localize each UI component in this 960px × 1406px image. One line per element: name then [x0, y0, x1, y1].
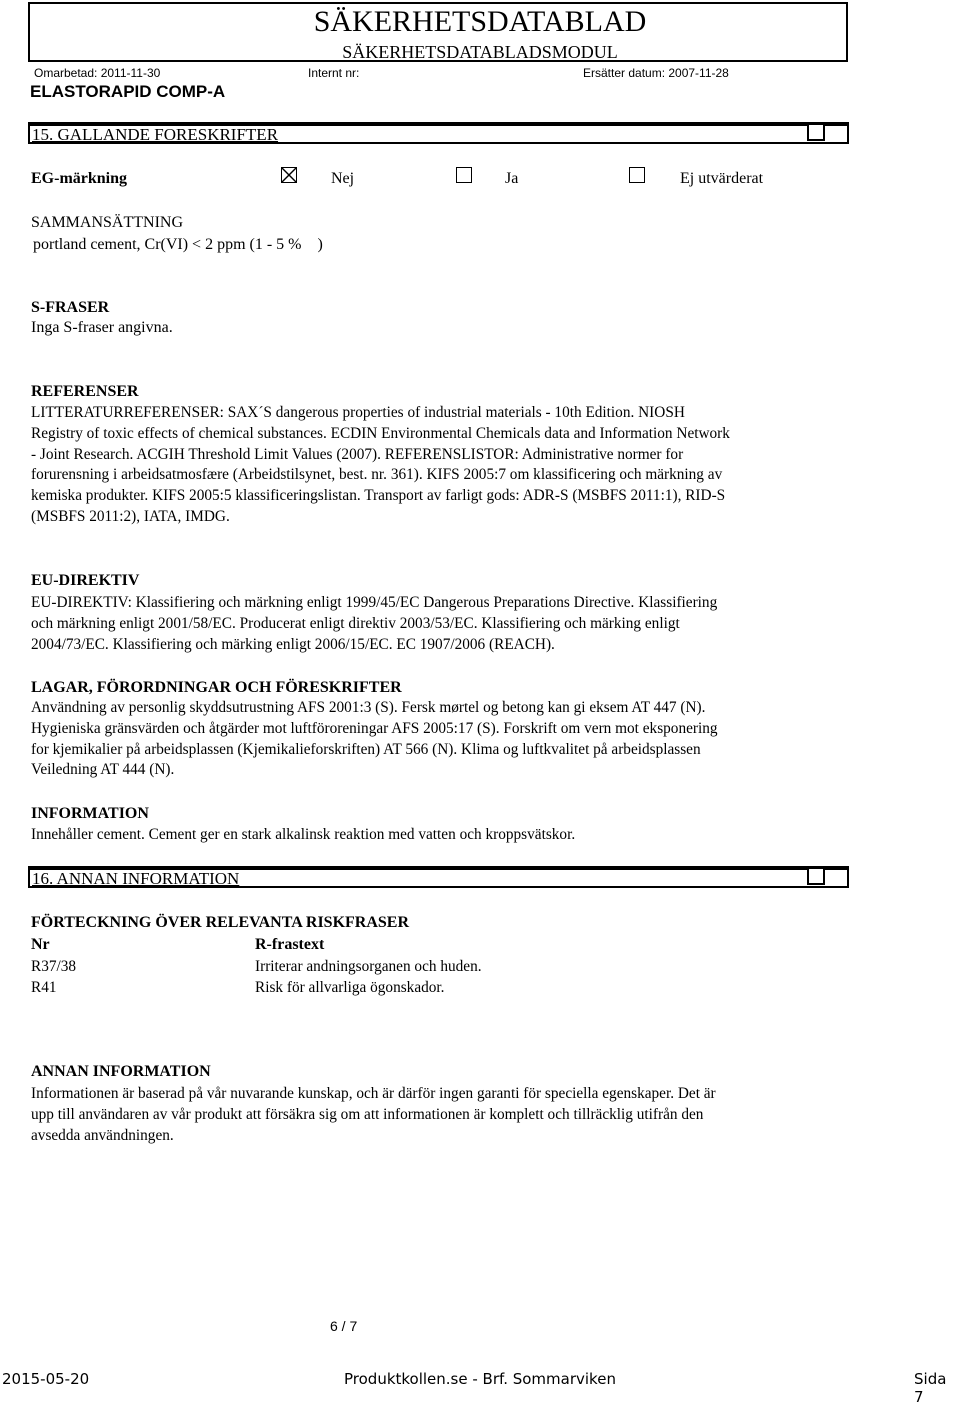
risk-row-text: Irriterar andningsorganen och huden. [255, 958, 482, 975]
eu-directive-text [31, 593, 851, 655]
section-16-bar [28, 866, 849, 888]
option-nej-label: Nej [331, 170, 355, 187]
other-line: avsedda användningen. [31, 1126, 174, 1144]
other-information-text [31, 1084, 851, 1146]
eu-directive-heading: EU-DIREKTIV [31, 572, 140, 589]
references-line: Registry of toxic effects of chemical substances. ECDIN Environmental Chemicals data and Information Network [31, 424, 730, 442]
information-heading: INFORMATION [31, 805, 149, 822]
references-line: kemiska produkter. KIFS 2005:5 klassificeringslistan. Transport av farligt gods: ADR-S (MSBFS 2011:1), RID-S [31, 487, 726, 505]
references-heading: REFERENSER [31, 383, 139, 400]
option-ja-label: Ja [505, 170, 519, 187]
eg-marking-label: EG-märkning [31, 170, 128, 187]
risk-row-nr: R37/38 [31, 958, 77, 975]
risk-phrases-heading: FÖRTECKNING ÖVER RELEVANTA RISKFRASER [31, 914, 410, 931]
checkbox-ej-utvarderat[interactable] [629, 167, 645, 183]
eu-line: och märkning enligt 2001/58/EC. Producerat enligt direktiv 2003/53/EC. Klassifiering och märking enligt [31, 614, 680, 632]
section-16-title: 16. ANNAN INFORMATION [32, 869, 240, 888]
references-line: (MSBFS 2011:2), IATA, IMDG. [31, 507, 230, 525]
footer-source: Produktkollen.se - Brf. Sommarviken [344, 1370, 616, 1388]
section-checkbox-icon [807, 123, 825, 141]
references-line: forurensning i arbeidsatmosfære (Arbeidstilsynet, best. nr. 361). KIFS 2005:7 om klassificering och märkning av [31, 466, 723, 484]
section-checkbox-icon [807, 867, 825, 885]
s-phrases-heading: S-FRASER [31, 299, 110, 316]
risk-row-text: Risk för allvarliga ögonskador. [255, 979, 445, 996]
product-name: ELASTORAPID COMP-A [30, 82, 226, 101]
other-information-heading: ANNAN INFORMATION [31, 1063, 211, 1080]
eu-line: 2004/73/EC. Klassifiering och märking enligt 2006/15/EC. EC 1907/2006 (REACH). [31, 635, 555, 653]
laws-text [31, 698, 851, 781]
checkbox-ja[interactable] [456, 167, 472, 183]
references-text [31, 403, 851, 528]
risk-row-nr: R41 [31, 979, 57, 996]
section-15-bar [28, 122, 849, 144]
references-line: - Joint Research. ACGIH Threshold Limit Values (2007). REFERENSLISTOR: Administrative normer for [31, 445, 684, 463]
laws-heading: LAGAR, FÖRORDNINGAR OCH FÖRESKRIFTER [31, 679, 402, 696]
laws-line: Hygieniska gränsvärden och åtgärder mot luftföroreningar AFS 2005:17 (S). Forskrift om vern mot eksponering [31, 719, 718, 737]
document-title: SÄKERHETSDATABLAD [313, 5, 647, 38]
column-r-text-header: R-frastext [255, 936, 325, 953]
column-nr-header: Nr [31, 936, 50, 953]
checkmark-x-icon [282, 168, 296, 182]
other-line: upp till användaren av vår produkt att försäkra sig om att informationen är komplett och tillräcklig utifrån den [31, 1105, 704, 1123]
eu-line: EU-DIREKTIV: Klassifiering och märkning enligt 1999/45/EC Dangerous Preparations Directive. Klassifiering [31, 594, 718, 611]
checkbox-nej[interactable] [281, 167, 297, 183]
composition-text: portland cement, Cr(VI) < 2 ppm (1 - 5 % ) [33, 236, 323, 253]
laws-line: for kjemikalier på arbeidsplassen (Kjemikalieforskriften) AT 566 (N). Klima og luftkvalitet på arbeidsplassen [31, 740, 701, 758]
references-line: LITTERATURREFERENSER: SAX´S dangerous properties of industrial materials - 10th Edition. NIOSH [31, 404, 685, 421]
footer-page: Sida 7 [914, 1370, 947, 1406]
s-phrases-text: Inga S-fraser angivna. [31, 319, 173, 336]
option-ej-utvarderat-label: Ej utvärderat [680, 170, 764, 187]
laws-line: Användning av personlig skyddsutrustning AFS 2001:3 (S). Fersk mørtel og betong kan gi eksem AT 447 (N). [31, 699, 706, 716]
internal-number: Internt nr: [308, 66, 360, 80]
replaces-date: Ersätter datum: 2007-11-28 [583, 66, 729, 80]
revised-date: Omarbetad: 2011-11-30 [34, 66, 161, 80]
information-text: Innehåller cement. Cement ger en stark alkalinsk reaktion med vatten och kroppsvätskor. [31, 826, 576, 843]
composition-heading: SAMMANSÄTTNING [31, 214, 184, 231]
page-number: 6 / 7 [330, 1318, 358, 1334]
laws-line: Veiledning AT 444 (N). [31, 761, 175, 779]
footer-date: 2015-05-20 [2, 1370, 90, 1388]
section-15-title: 15. GALLANDE FORESKRIFTER [32, 125, 279, 144]
document-subtitle: SÄKERHETSDATABLADSMODUL [342, 42, 618, 62]
other-line: Informationen är baserad på vår nuvarande kunskap, och är därför ingen garanti för speciella egenskaper. Det är [31, 1085, 716, 1102]
